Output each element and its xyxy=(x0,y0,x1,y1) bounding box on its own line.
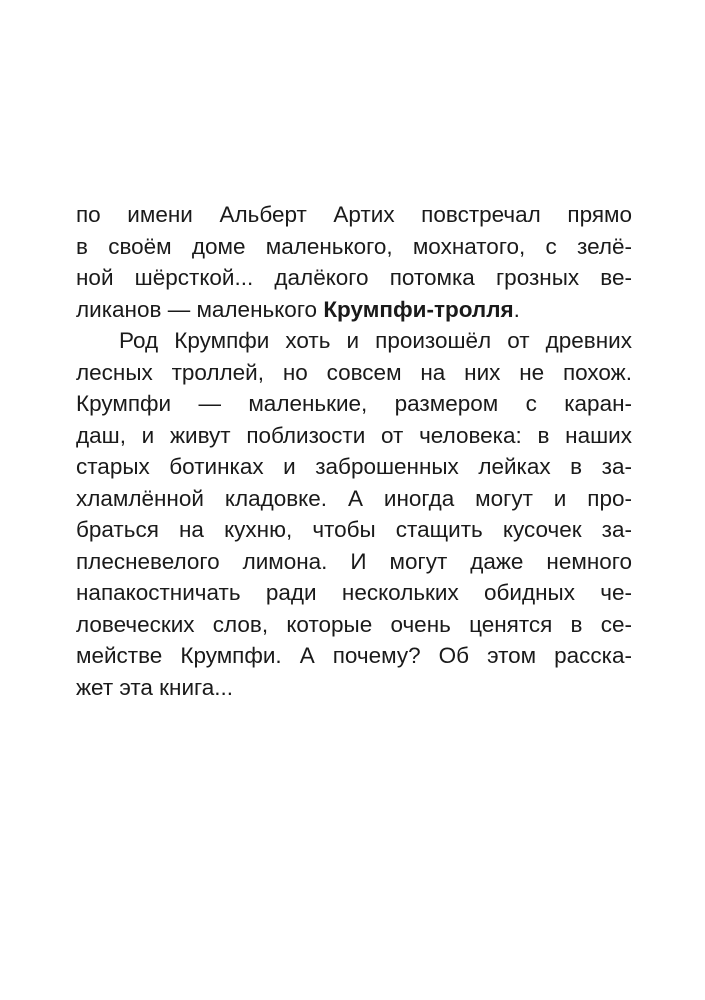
text-line xyxy=(76,514,632,546)
text-line xyxy=(76,199,632,231)
text-span: в своём доме маленького, мохнатого, с зелё- xyxy=(76,233,632,259)
text-span: . xyxy=(513,296,520,322)
text-span: по имени Альберт Артих повстречал прямо xyxy=(76,202,632,227)
text-span: мействе Крумпфи. А почему? Об этом расска- xyxy=(76,643,632,668)
text-span: Крумпфи — маленькие, размером с каран- xyxy=(76,391,632,416)
text-line xyxy=(76,451,632,483)
text-span: даш, и живут поблизости от человека: в наших xyxy=(76,422,632,448)
text-span: жет эта книга... xyxy=(76,674,233,700)
text-line xyxy=(76,420,632,452)
text-line xyxy=(76,357,632,389)
text-span: ловеческих слов, которые очень ценятся в се- xyxy=(76,611,632,637)
text-span: браться на кухню, чтобы стащить кусочек за- xyxy=(76,517,632,542)
text-line xyxy=(76,546,632,578)
text-span: лесных троллей, но совсем на них не похож. xyxy=(76,359,632,385)
text-line xyxy=(76,640,632,672)
text-line xyxy=(76,231,632,263)
text-line xyxy=(76,294,632,326)
text-line xyxy=(76,262,632,294)
text-line xyxy=(76,577,632,609)
text-span: ликанов — маленького xyxy=(76,296,324,322)
text-span: напакостничать ради нескольких обидных че- xyxy=(76,580,632,605)
text-span: Род Крумпфи хоть и произошёл от древних xyxy=(119,328,632,353)
text-line xyxy=(76,325,632,357)
text-line xyxy=(76,672,632,704)
bold-title-span: Крумпфи-тролля xyxy=(323,296,514,322)
text-line xyxy=(76,609,632,641)
text-span: хламлённой кладовке. А иногда могут и про- xyxy=(76,485,632,511)
text-line xyxy=(76,483,632,515)
body-text xyxy=(76,199,632,703)
text-span: плесневелого лимона. И могут даже немного xyxy=(76,548,632,574)
text-span: старых ботинках и заброшенных лейках в за- xyxy=(76,454,632,479)
text-line xyxy=(76,388,632,420)
text-span: ной шёрсткой... далёкого потомка грозных ве- xyxy=(76,265,632,290)
